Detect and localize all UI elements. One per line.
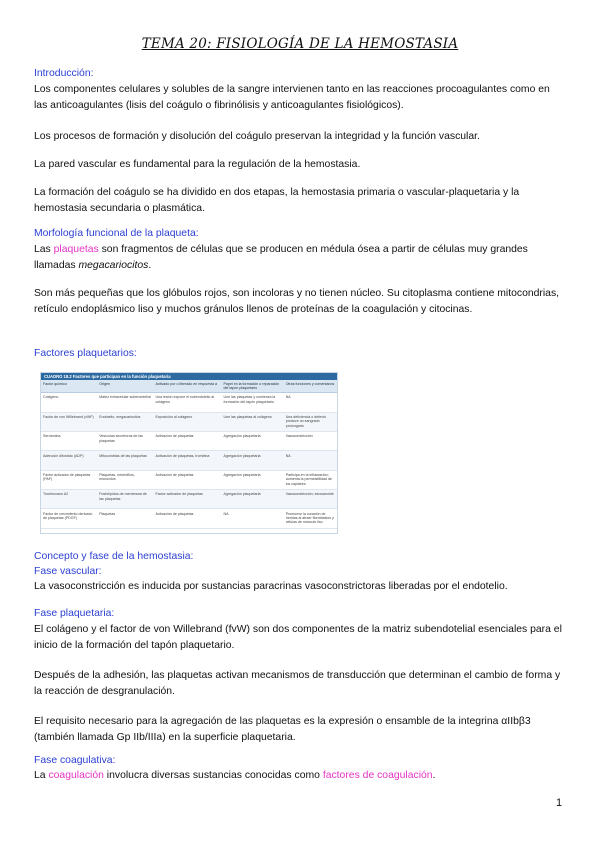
table-cell: Una deficiencia o defecto produce un sangrado prolongado bbox=[284, 412, 337, 431]
table-cell: Exposición al colágeno bbox=[153, 412, 221, 431]
table-row bbox=[41, 509, 337, 528]
page-title: TEMA 20: FISIOLOGÍA DE LA HEMOSTASIA bbox=[141, 36, 459, 52]
intro-paragraph-1: Los componentes celulares y solubles de la sangre intervienen tanto en las reacciones procoagulantes como en las anticoagulantes (lisis del coágulo o fibrinólisis y anticoagulantes fisiológicos). bbox=[34, 84, 550, 111]
table-cell: Vesículas secretoras de las plaquetas bbox=[97, 431, 153, 450]
concepto-heading: Concepto y fase de la hemostasia: bbox=[34, 551, 194, 562]
table-header-cell: Factor químico bbox=[41, 380, 97, 392]
text: son fragmentos de células que se producen en médula ósea a partir de células muy grandes llamadas bbox=[34, 244, 528, 271]
text: . bbox=[432, 770, 436, 781]
table-row bbox=[41, 393, 337, 412]
fase-vascular-heading: Fase vascular: bbox=[34, 566, 102, 577]
table-row bbox=[41, 451, 337, 470]
table-caption: CUADRO 18.2 Factores que participan en la función plaquetaria bbox=[41, 373, 337, 380]
table-cell: NA bbox=[284, 451, 337, 470]
table-cell: Activación de plaquetas, trombina bbox=[153, 451, 221, 470]
factores-table bbox=[41, 373, 337, 529]
fase-coagulativa-paragraph bbox=[34, 768, 564, 784]
term-megacariocitos: megacariocitos bbox=[78, 260, 149, 271]
table-header-cell: Activado por o liberado en respuesta a bbox=[153, 380, 221, 392]
table-cell: Promueve la curación de heridas al atraer fibroblastos y células de músculo liso bbox=[284, 509, 337, 528]
table-row bbox=[41, 431, 337, 450]
morfologia-paragraph-1 bbox=[34, 242, 564, 274]
table-cell: Agregación plaquetaria bbox=[222, 470, 284, 489]
text: Las bbox=[34, 244, 54, 255]
factores-heading: Factores plaquetarios: bbox=[34, 348, 137, 359]
table-row bbox=[41, 490, 337, 509]
table-cell: Serotonina bbox=[41, 431, 97, 450]
fase-vascular-paragraph: La vasoconstricción es inducida por sustancias paracrinas vasoconstrictoras liberadas por el endotelio. bbox=[34, 581, 508, 592]
intro-paragraph-3: La pared vascular es fundamental para la regulación de la hemostasia. bbox=[34, 159, 361, 170]
fase-coagulativa-heading: Fase coagulativa: bbox=[34, 755, 116, 766]
table-cell: Tromboxano A2 bbox=[41, 490, 97, 509]
text: involucra diversas sustancias conocidas como bbox=[103, 770, 323, 781]
table-cell: Activación de plaquetas bbox=[153, 431, 221, 450]
table-header-cell: Papel en la formación o reparación del tapón plaquetario bbox=[222, 380, 284, 392]
fase-plaquetaria-paragraph-2: Después de la adhesión, las plaquetas activan mecanismos de transducción que determinan el cambio de forma y la reacción de desgranulación. bbox=[34, 670, 561, 697]
table-cell: Une las plaquetas al colágeno bbox=[222, 412, 284, 431]
table-cell: Plaquetas, neutrófilos, monocitos bbox=[97, 470, 153, 489]
text: . bbox=[148, 260, 152, 271]
table-cell: Vasoconstricción bbox=[284, 431, 337, 450]
text: La bbox=[34, 770, 49, 781]
table-cell: Factor de von Willebrand (vWF) bbox=[41, 412, 97, 431]
table-cell: Agregación plaquetaria bbox=[222, 431, 284, 450]
table-cell: Factor de crecimiento derivado de plaquetas (PDGF) bbox=[41, 509, 97, 528]
table-cell: Adenosín difosfato (ADP) bbox=[41, 451, 97, 470]
table-cell: Plaquetas bbox=[97, 509, 153, 528]
table-cell: Vasoconstricción; eicosanoide bbox=[284, 490, 337, 509]
fase-plaquetaria-heading: Fase plaquetaria: bbox=[34, 608, 115, 619]
intro-paragraph-4: La formación del coágulo se ha dividido en dos etapas, la hemostasia primaria o vascular-plaquetaria y la hemostasia secundaria o plasmática. bbox=[34, 187, 520, 214]
table-row bbox=[41, 470, 337, 489]
table-cell: Activación de plaquetas bbox=[153, 470, 221, 489]
table-cell: Participa en la inflamación; aumenta la permeabilidad de los capilares bbox=[284, 470, 337, 489]
table-cell: Factor activador de plaquetas bbox=[153, 490, 221, 509]
table-cell: Activación de plaquetas bbox=[153, 509, 221, 528]
morfologia-heading: Morfología funcional de la plaqueta: bbox=[34, 228, 199, 239]
morfologia-paragraph-2: Son más pequeñas que los glóbulos rojos, son incoloras y no tienen núcleo. Su citoplasma contiene mitocondrias, retículo endoplásmico liso y muchos gránulos llenos de proteínas de la coagulación y citocinas. bbox=[34, 288, 560, 315]
table-cell: Agregación plaquetaria bbox=[222, 490, 284, 509]
intro-paragraph-2: Los procesos de formación y disolución del coágulo preservan la integridad y la función vascular. bbox=[34, 131, 480, 142]
page-number: 1 bbox=[556, 797, 563, 809]
intro-heading: Introducción: bbox=[34, 68, 94, 79]
table-cell: NA bbox=[284, 393, 337, 412]
fase-plaquetaria-paragraph-1: El colágeno y el factor de von Willebrand (fvW) son dos componentes de la matriz subendotelial esenciales para el inicio de la formación del tapón plaquetario. bbox=[34, 624, 562, 651]
table-cell: Mitocondrias de las plaquetas bbox=[97, 451, 153, 470]
table-cell: Factor activador de plaquetas (PAF) bbox=[41, 470, 97, 489]
term-factores-de-coagulacion: factores de coagulación bbox=[322, 770, 433, 781]
table-cell: Una lesión expone el subendotelio al colágeno bbox=[153, 393, 221, 412]
table-header-cell: Otras funciones y comentarios bbox=[284, 380, 337, 392]
term-plaquetas: plaquetas bbox=[53, 244, 99, 255]
table-header-row bbox=[41, 380, 337, 392]
table-cell: Fosfolípidos de membrana de las plaquetas bbox=[97, 490, 153, 509]
table-row bbox=[41, 412, 337, 431]
table-cell: Matriz extracelular subendotelial bbox=[97, 393, 153, 412]
table-header-cell: Origen bbox=[97, 380, 153, 392]
table-cell: Agregación plaquetaria bbox=[222, 451, 284, 470]
table-cell: Endotelio, megacariocitos bbox=[97, 412, 153, 431]
table-cell: Une las plaquetas y comienza la formación del tapón plaquetario bbox=[222, 393, 284, 412]
factores-table-figure bbox=[40, 372, 338, 534]
table-cell: NA bbox=[222, 509, 284, 528]
table-cell: Colágeno bbox=[41, 393, 97, 412]
fase-plaquetaria-paragraph-3: El requisito necesario para la agregación de las plaquetas es la expresión o ensamble de la integrina αIIbβ3 (también llamada Gp IIb/IIIa) en la superficie plaquetaria. bbox=[34, 716, 531, 743]
term-coagulacion: coagulación bbox=[48, 770, 104, 781]
